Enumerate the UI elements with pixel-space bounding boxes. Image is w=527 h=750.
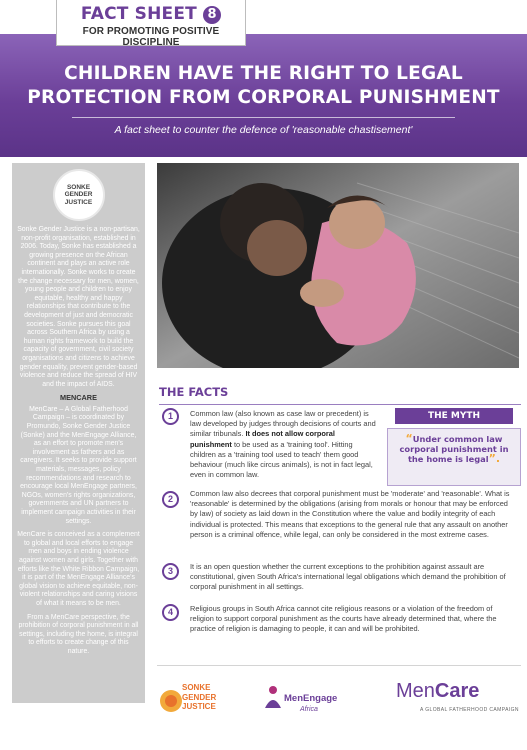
myth-callout (387, 428, 521, 486)
sonke-sun-icon (158, 681, 184, 721)
sonke-logo-line: JUSTICE (64, 198, 93, 206)
facts-divider (159, 404, 521, 405)
sonke-description: Sonke Gender Justice is a non-partisan, non-profit organisation, established in 2006. Today, Sonke has established a growing presence on the African continent and plays an active role internationally. Sonke works to create the change necessary for men, women, young people and children to enjoy equitable, healthy and happy relationships that contribute to the development of just and democratic societies. Sonke pursues this goal across Southern Africa by using a human rights framework to build the capacity of government, civil society organisations and citizens to achieve gender equality, prevent gender-based violence and reduce the spread of HIV and the impact of AIDS. (17, 226, 140, 388)
title-line-1: CHILDREN HAVE THE RIGHT TO LEGAL (64, 63, 463, 84)
fact-number-badge: 2 (162, 491, 179, 508)
myth-text: Under common law corporal punishment in the home is legal (399, 434, 509, 464)
fact-item-4: Religious groups in South Africa cannot cite religious reasons or a violation of the freedom of religion to support corporal punishment as the courts have already determined that, where the practice of religion is damaging to people, it can and will be prohibited. (190, 604, 497, 634)
fact-text: to be used as a 'training tool'. Hitting children as a 'training tool used to teach' them good behaviour (much like circus animals), is not in fact legal, even in common law. (190, 439, 373, 480)
fact-text: Common law (also known as case law or precedent) is law developed by judges through decisions of courts and similar tribunals. (190, 409, 376, 439)
sonke-logo-line: GENDER (64, 191, 93, 199)
fact-sheet-label: FACT SHEET (80, 4, 197, 24)
fact-number-badge: 1 (162, 408, 179, 425)
footer-divider (157, 665, 521, 666)
title-banner (0, 34, 527, 157)
father-child-photo (157, 163, 519, 368)
sonke-footer-logo (158, 677, 218, 732)
photo-illustration (157, 163, 519, 368)
banner-divider (72, 117, 455, 118)
title-line-2: PROTECTION FROM CORPORAL PUNISHMENT (27, 87, 500, 108)
sonke-footer-line: JUSTICE (182, 702, 216, 711)
sonke-logo-badge (53, 169, 105, 221)
fact-number-badge: 4 (162, 604, 179, 621)
banner-tagline: A fact sheet to counter the defence of 'reasonable chastisement' (114, 124, 413, 136)
mencare-wordmark (396, 680, 479, 702)
fact-emphasis: It does not allow corporal punishment (190, 429, 335, 449)
fact-sheet-subtitle: FOR PROMOTING POSITIVE DISCIPLINE (82, 26, 220, 48)
mencare-paragraph: MenCare – A Global Fatherhood Campaign – is coordinated by Promundo, Sonke Gender Justice (Sonke) and the MenEngage Alliance, as an effort to promote men's involvement as fathers and as caregivers. It seeks to provide support materials, messages, policy recommendations and research to encourage local MenEngage partners, NGOs, women's rights organizations, governments and UN partners to implement campaign activities in their settings. (20, 405, 137, 525)
mencare-tagline: A GLOBAL FATHERHOOD CAMPAIGN (420, 707, 519, 713)
sonke-footer-wordmark (182, 683, 216, 712)
fact-item-2: Common law also decrees that corporal punishment must be 'moderate' and 'reasonable'. What is 'reasonable' is determined by the obligations (arising from morals or honour that may be enforced by law) of society as laid down in the Constitution where the value and bodily integrity of each individual is protected. This means that exceptions to the general rule that any assault on another person is a criminal offence, while legal, can only be considered in the most extreme cases. (190, 489, 510, 539)
open-quote-mark: “ (405, 432, 413, 445)
menengage-logo (262, 682, 342, 732)
mencare-heading: MENCARE (60, 393, 97, 403)
fact-item-3: It is an open question whether the current exceptions to the prohibition against assault are constitutional, given South Africa's international legal obligations which demand the prohibition of corporal punishment in all settings. (190, 562, 506, 592)
fact-sheet-heading (57, 4, 245, 24)
fact-item-1 (190, 409, 378, 480)
fact-sheet-number-badge: 8 (203, 6, 221, 24)
facts-heading: THE FACTS (159, 385, 229, 399)
fact-sheet-tab (56, 0, 246, 46)
sonke-footer-line: SONKE (182, 683, 211, 692)
myth-heading: THE MYTH (395, 408, 513, 424)
mencare-logo (396, 680, 521, 730)
sonke-logo-line: SONKE (66, 183, 91, 191)
mencare-paragraph: From a MenCare perspective, the prohibition of corporal punishment in all settings, including the home, is integral to efforts to create change of this nature. (18, 613, 139, 655)
menengage-region: Africa (300, 706, 318, 713)
page-title (0, 62, 527, 110)
close-quote-mark: ”. (488, 452, 501, 465)
fact-number-badge: 3 (162, 563, 179, 580)
sidebar (12, 163, 145, 703)
mencare-men: Men (396, 680, 435, 702)
menengage-figure-icon (262, 684, 284, 710)
menengage-wordmark: MenEngage (284, 693, 338, 704)
sonke-footer-line: GENDER (182, 692, 217, 702)
mencare-care: Care (434, 680, 480, 702)
mencare-paragraph: MenCare is conceived as a complement to global and local efforts to engage men and boys in ending violence against women and girls. Together with efforts like the White Ribbon Campaign, it is part of the MenEngage Alliance's global vision to achieve equitable, non-violent relationships and caring visions of what it means to be men. (17, 531, 140, 607)
